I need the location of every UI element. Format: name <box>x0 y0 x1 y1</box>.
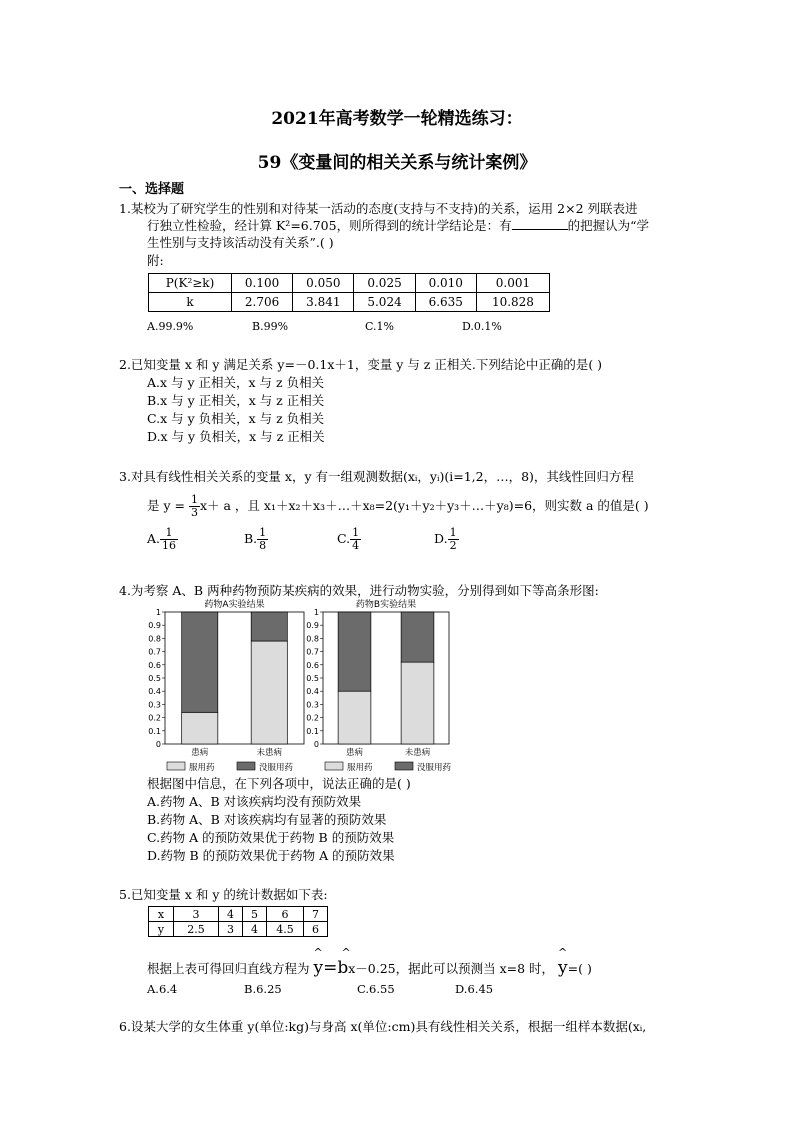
table-cell: 3.841 <box>293 293 354 312</box>
y-tick-label: 0.6 <box>148 660 161 670</box>
table-cell: P(K²≥k) <box>149 274 232 293</box>
category-label: 未患病 <box>404 748 431 758</box>
q1-line1: 1.某校为了研究学生的性别和对待某一活动的态度(支持与不支持)的关系，运用 2×2 列联表进 <box>119 201 638 216</box>
q5-option-c: C.6.55 <box>357 982 395 996</box>
q5-option-b: B.6.25 <box>244 982 282 996</box>
y-tick-label: 0.3 <box>306 700 319 710</box>
table-cell: 3 <box>219 922 243 937</box>
y-tick-label: 1 <box>155 608 161 617</box>
table-row <box>149 293 550 312</box>
regression-eq: ^ ^ y=b <box>313 946 351 978</box>
table-cell: 3 <box>174 907 219 922</box>
q3-option-a: A. $\frac{1}{16}$ <box>147 526 177 552</box>
y-tick-label: 0.1 <box>306 726 319 736</box>
q1-option-d: D.0.1% <box>462 320 502 333</box>
q5-stem: 5.已知变量 x 和 y 的统计数据如下表: <box>119 887 328 902</box>
q1-attach: 附: <box>147 253 164 268</box>
q2-stem: 2.已知变量 x 和 y 满足关系 y=－0.1x＋1，变量 y 与 z 正相关.下列结论中正确的是( ) <box>119 357 603 372</box>
q4-after: 根据图中信息，在下列各项中，说法正确的是( ) <box>147 776 411 791</box>
legend-label: 服用药 <box>347 763 373 773</box>
table-cell: x <box>149 907 174 922</box>
q3-line2 <box>147 491 649 521</box>
table-cell: y <box>149 922 174 937</box>
q5-tail: =( ) <box>567 961 592 976</box>
q4-option-c: C.药物 A 的预防效果优于药物 B 的预防效果 <box>147 830 395 845</box>
category-label: 患病 <box>191 748 209 758</box>
q5-line <box>147 946 592 978</box>
y-tick-label: 0 <box>313 740 319 749</box>
q2-option-a: A.x 与 y 正相关，x 与 z 负相关 <box>147 375 325 390</box>
q3-option-c: C. $\frac{1}{4}$ <box>337 526 360 552</box>
y-tick-label: 0.7 <box>148 647 161 657</box>
q3-line1: 3.对具有线性相关关系的变量 x，y 有一组观测数据(xᵢ，yᵢ)(i=1,2，…，8)，其线性回归方程 <box>119 469 634 484</box>
q4-option-a: A.药物 A、B 对该疾病均没有预防效果 <box>147 794 362 809</box>
table-cell: 5 <box>243 907 267 922</box>
fraction: $\frac{1}{3}$ <box>190 493 198 519</box>
chart-title: 药物B实验结果 <box>355 600 417 610</box>
q1-option-a: A.99.9% <box>147 320 194 333</box>
y-tick-label: 0.6 <box>306 660 319 670</box>
table-cell: 0.100 <box>232 274 293 293</box>
y-tick-label: 0.3 <box>148 700 161 710</box>
answer-blank <box>512 219 568 230</box>
legend-swatch <box>237 762 255 770</box>
q2-option-c: C.x 与 y 负相关，x 与 z 负相关 <box>147 411 325 426</box>
legend-swatch <box>325 762 343 770</box>
legend-swatch <box>395 762 413 770</box>
table-cell: 5.024 <box>354 293 415 312</box>
q1-option-b: B.99% <box>252 320 289 333</box>
bar-untreated <box>401 612 434 662</box>
table-cell: 6 <box>304 922 328 937</box>
bar-untreated <box>338 612 371 691</box>
table-cell: 6.635 <box>415 293 476 312</box>
table-cell: k <box>149 293 232 312</box>
y-tick-label: 0.5 <box>306 674 319 683</box>
legend-label: 没服用药 <box>417 763 452 773</box>
table-cell: 0.050 <box>293 274 354 293</box>
q3-line2-tail: x＋ a ，且 x₁＋x₂＋x₃＋…＋x₈=2(y₁＋y₂＋y₃＋…＋y₈)=6，则实数 a 的值是( ) <box>199 498 649 513</box>
table-cell: 0.010 <box>415 274 476 293</box>
y-tick-label: 0.1 <box>148 726 161 736</box>
table-cell: 4 <box>219 907 243 922</box>
legend-label: 服用药 <box>189 763 215 773</box>
q4-option-b: B.药物 A、B 对该疾病均有显著的预防效果 <box>147 812 387 827</box>
q6-stem: 6.设某大学的女生体重 y(单位:kg)与身高 x(单位:cm)具有线性相关关系，根据一组样本数据(xᵢ, <box>119 1019 647 1034</box>
bar-treated <box>338 691 371 744</box>
y-tick-label: 0.9 <box>306 621 319 631</box>
table-row <box>149 922 328 937</box>
table-cell: 7 <box>304 907 328 922</box>
q4-stem: 4.为考察 A、B 两种药物预防某疾病的效果，进行动物实验，分别得到如下等高条形图: <box>119 583 599 598</box>
q2-option-b: B.x 与 y 正相关，x 与 z 正相关 <box>147 393 325 408</box>
y-tick-label: 0.8 <box>148 634 161 644</box>
y-tick-label: 0.4 <box>148 687 161 697</box>
table-cell: 0.001 <box>476 274 549 293</box>
q3-line2-head: 是 y = <box>147 498 185 513</box>
y-tick-label: 0.4 <box>306 687 319 697</box>
table-cell: 2.706 <box>232 293 293 312</box>
q5-eq-tail: x－0.25，据此可以预测当 x=8 时， <box>348 961 555 976</box>
y-hat: ^ y <box>558 946 568 978</box>
table-cell: 6 <box>267 907 304 922</box>
fraction: $\frac{1}{2}$ <box>449 526 457 552</box>
table-row <box>149 907 328 922</box>
page-subtitle: 59《变量间的相关关系与统计案例》 <box>257 153 537 173</box>
xy-data-table <box>148 906 328 937</box>
bar-treated <box>182 712 218 744</box>
page-title: 2021年高考数学一轮精选练习： <box>271 109 523 129</box>
bar-untreated <box>251 612 287 641</box>
critical-value-table <box>148 273 550 312</box>
q3-option-b: B. $\frac{1}{8}$ <box>244 526 267 552</box>
q5-option-a: A.6.4 <box>147 982 178 996</box>
bar-treated <box>251 641 287 744</box>
table-cell: 10.828 <box>476 293 549 312</box>
q1-line2-text: 行独立性检验，经计算 K²=6.705，则所得到的统计学结论是：有 <box>147 218 512 233</box>
fraction: $\frac{1}{16}$ <box>162 526 177 552</box>
chart-title: 药物A实验结果 <box>204 600 265 610</box>
q5-line-text: 根据上表可得回归直线方程为 <box>147 961 310 976</box>
y-tick-label: 0 <box>155 740 161 749</box>
q5-option-d: D.6.45 <box>455 982 494 996</box>
y-tick-label: 0.9 <box>148 621 161 631</box>
q4-option-d: D.药物 B 的预防效果优于药物 A 的预防效果 <box>147 848 395 863</box>
y-tick-label: 0.8 <box>306 634 319 644</box>
bar-untreated <box>182 612 218 712</box>
table-cell: 0.025 <box>354 274 415 293</box>
y-tick-label: 0.7 <box>306 647 319 657</box>
q3-option-d: D. $\frac{1}{2}$ <box>434 526 457 552</box>
table-cell: 4 <box>243 922 267 937</box>
bar-treated <box>401 662 434 744</box>
q2-option-d: D.x 与 y 负相关，x 与 z 正相关 <box>147 429 325 444</box>
legend-label: 没服用药 <box>259 763 294 773</box>
y-tick-label: 1 <box>313 608 319 617</box>
drug-b-chart <box>303 596 455 776</box>
q1-option-c: C.1% <box>365 320 394 333</box>
category-label: 患病 <box>345 748 364 758</box>
q1-line2-tail: 的把握认为“学 <box>567 218 649 233</box>
table-cell: 2.5 <box>174 922 219 937</box>
q1-line3: 生性别与支持该活动没有关系”.( ) <box>147 235 334 250</box>
legend-swatch <box>167 762 185 770</box>
fraction: $\frac{1}{4}$ <box>352 526 360 552</box>
y-tick-label: 0.5 <box>148 674 161 683</box>
table-row <box>149 274 550 293</box>
drug-a-chart <box>145 596 310 776</box>
fraction: $\frac{1}{8}$ <box>259 526 267 552</box>
table-cell: 4.5 <box>267 922 304 937</box>
section-heading: 一、选择题 <box>119 182 185 197</box>
y-tick-label: 0.2 <box>148 713 161 723</box>
category-label: 未患病 <box>256 748 283 758</box>
q1-line2 <box>147 218 649 234</box>
y-tick-label: 0.2 <box>306 713 319 723</box>
